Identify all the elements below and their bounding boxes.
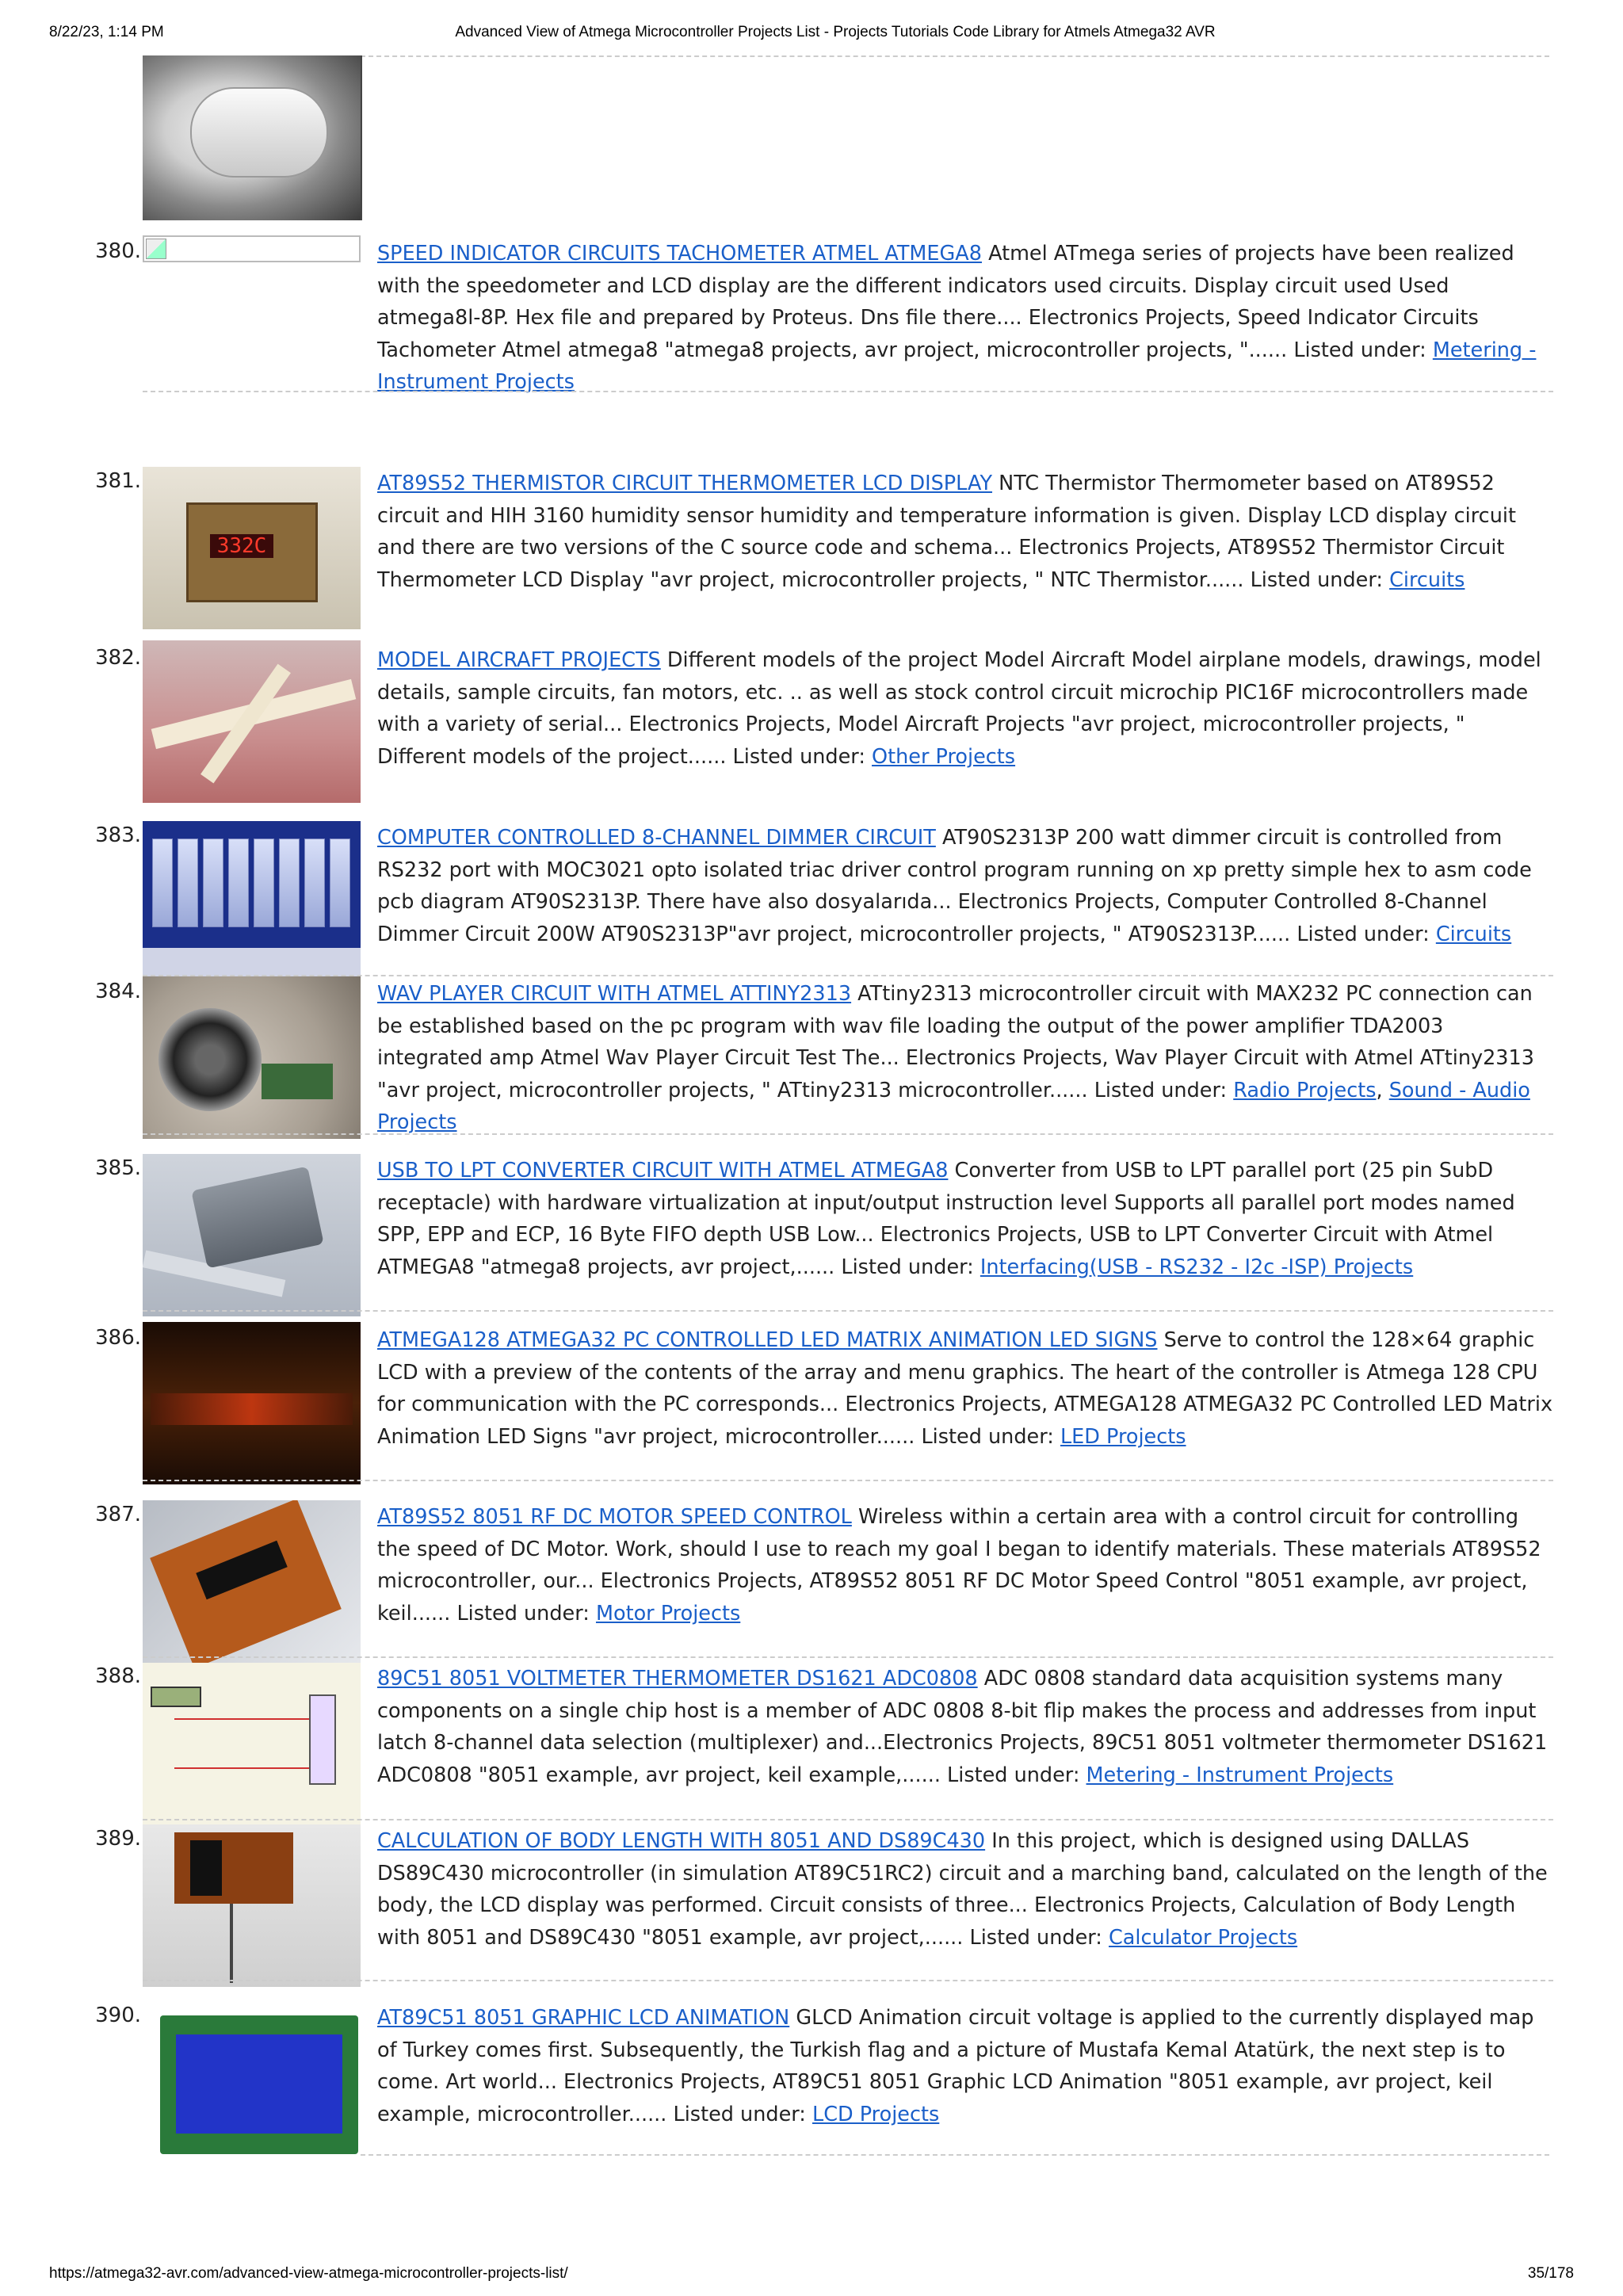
item-description xyxy=(377,1825,1553,1954)
item-description xyxy=(377,238,1553,399)
project-thumbnail[interactable] xyxy=(143,821,361,984)
project-summary: In this project, which is designed using DALLAS DS89C430 microcontroller (in simulation AT89C51RC2) circuit and a marching band, calculated on the length of the body, the LCD display was performed. Circuit consists of three... Electronics Projects, Calculation of Body Length with 8051 and DS89C430 "8051 example, avr project,...... xyxy=(377,1829,1548,1950)
category-link[interactable]: Metering - Instrument Projects xyxy=(1086,1763,1394,1787)
project-thumbnail[interactable] xyxy=(143,2001,361,2164)
project-summary: Serve to control the 128×64 graphic LCD with a preview of the contents of the array and menu graphics. The heart of the controller is Atmega 128 CPU for communication with the PC corresponds... Electronics Projects, ATMEGA128 ATMEGA32 PC Controlled LED Matrix Animation LED Signs "avr project, microcontroller...... xyxy=(377,1328,1553,1449)
project-summary: ADC 0808 standard data acquisition systems many components on a single chip host is a member of ADC 0808 8-bit flip makes the process and addresses from input latch 8-channel data selection (multiplexer) and...Electronics Projects, 89C51 8051 voltmeter thermometer DS1621 ADC0808 "8051 example, avr project, keil example,...... xyxy=(377,1667,1548,1787)
project-thumbnail[interactable] xyxy=(143,640,361,803)
category-link[interactable]: Circuits xyxy=(1435,922,1512,946)
print-url: https://atmega32-avr.com/advanced-view-atmega-microcontroller-projects-list/ xyxy=(49,2265,568,2282)
listed-under-label: Listed under: xyxy=(673,2102,812,2126)
listed-under-label: Listed under: xyxy=(969,1925,1109,1950)
category-link[interactable]: Circuits xyxy=(1389,567,1465,592)
item-description xyxy=(377,1324,1553,1453)
item-number: 381. xyxy=(95,469,141,493)
item-number: 386. xyxy=(95,1326,141,1350)
listed-under-label: Listed under: xyxy=(1094,1078,1234,1102)
project-thumbnail[interactable] xyxy=(143,1154,361,1316)
divider xyxy=(143,1980,1553,1981)
print-header xyxy=(49,24,1574,48)
item-description xyxy=(377,644,1553,773)
item-description xyxy=(377,822,1553,950)
listed-under-label: Listed under: xyxy=(732,744,873,769)
project-summary: Converter from USB to LPT parallel port (25 pin SubD receptacle) with hardware virtualization at input/output instruction level Supports all parallel port modes named SPP, EPP and ECP, 16 Byte FIFO depth USB Low... Electronics Projects, USB to LPT Converter Circuit with Atmel ATMEGA8 "atmega8 projects, avr project,...... xyxy=(377,1159,1515,1279)
project-thumbnail[interactable] xyxy=(143,1500,361,1663)
item-number: 384. xyxy=(95,980,141,1003)
project-summary: Atmel ATmega series of projects have been realized with the speedometer and LCD display are the different indicators used circuits. Display circuit used Used atmega8l-8P. Hex file and prepared by Proteus. Dns file there.... Electronics Projects, Speed Indicator Circuits Tachometer Atmel atmega8 "atmega8 projects, avr project, microcontroller projects, "...... xyxy=(377,242,1514,362)
item-description xyxy=(377,1501,1553,1629)
category-link[interactable]: LCD Projects xyxy=(812,2102,940,2126)
category-link[interactable]: Radio Projects xyxy=(1233,1078,1377,1102)
item-number: 389. xyxy=(95,1827,141,1851)
listed-under-label: Listed under: xyxy=(456,1601,596,1626)
led-display-readout: 332C xyxy=(210,534,273,558)
item-description xyxy=(377,1155,1553,1283)
listed-under-label: Listed under: xyxy=(1250,567,1390,592)
item-description xyxy=(377,468,1553,596)
category-link[interactable]: Interfacing(USB - RS232 - I2c -ISP) Projects xyxy=(980,1255,1414,1279)
project-summary: Different models of the project Model Aircraft Model airplane models, drawings, model details, sample circuits, fan motors, etc. .. as well as stock control circuit microchip PIC16F microcontrollers made with a variety of serial... Electronics Projects, Model Aircraft Projects "avr project, microcontroller projects, " Different models of the project...... xyxy=(377,648,1541,769)
project-title-link[interactable]: AT89C51 8051 GRAPHIC LCD ANIMATION xyxy=(377,2006,790,2030)
category-link[interactable]: Other Projects xyxy=(872,744,1016,769)
category-link[interactable]: Motor Projects xyxy=(595,1601,741,1626)
project-title-link[interactable]: SPEED INDICATOR CIRCUITS TACHOMETER ATMEL ATMEGA8 xyxy=(377,242,982,266)
broken-image-icon[interactable] xyxy=(143,235,361,262)
print-page-number: 35/178 xyxy=(1527,2265,1574,2282)
divider xyxy=(143,1819,1553,1820)
project-title-link[interactable]: COMPUTER CONTROLLED 8-CHANNEL DIMMER CIRCUIT xyxy=(377,826,936,850)
divider xyxy=(143,391,1553,392)
item-description xyxy=(377,2002,1553,2130)
listed-under-label: Listed under: xyxy=(841,1255,980,1279)
item-number: 387. xyxy=(95,1503,141,1526)
project-summary: Wireless within a certain area with a control circuit for controlling the speed of DC Motor. Work, should I use to reach my goal I began to identify materials. These materials AT89S52 microcontroller, our... Electronics Projects, AT89S52 8051 RF DC Motor Speed Control "8051 example, avr project, keil...... xyxy=(377,1505,1541,1626)
listed-under-label: Listed under: xyxy=(1296,922,1436,946)
project-thumbnail[interactable] xyxy=(143,467,361,629)
divider xyxy=(143,1310,1553,1312)
project-thumbnail[interactable] xyxy=(143,1663,361,1825)
print-footer xyxy=(49,2265,1574,2289)
project-title-link[interactable]: USB TO LPT CONVERTER CIRCUIT WITH ATMEL ATMEGA8 xyxy=(377,1159,949,1182)
print-date: 8/22/23, 1:14 PM xyxy=(49,24,164,40)
project-title-link[interactable]: AT89S52 THERMISTOR CIRCUIT THERMOMETER LCD DISPLAY xyxy=(377,472,993,495)
divider xyxy=(361,2154,1549,2156)
category-link[interactable]: Metering - Instrument Projects xyxy=(377,338,1537,394)
project-title-link[interactable]: WAV PLAYER CIRCUIT WITH ATMEL ATTINY2313 xyxy=(377,982,852,1006)
divider xyxy=(143,1133,1553,1135)
item-number: 385. xyxy=(95,1156,141,1180)
project-summary: NTC Thermistor Thermometer based on AT89S52 circuit and HIH 3160 humidity sensor humidity and temperature information is given. Display LCD display circuit and there are two versions of the C source code and schema... Electronics Projects, AT89S52 Thermistor Circuit Thermometer LCD Display "avr project, microcontroller projects, " NTC Thermistor...... xyxy=(377,472,1516,592)
item-number: 383. xyxy=(95,823,141,847)
category-link[interactable]: LED Projects xyxy=(1060,1424,1186,1449)
item-number: 388. xyxy=(95,1664,141,1688)
project-thumbnail[interactable] xyxy=(143,1824,361,1987)
category-link[interactable]: Sound - Audio Projects xyxy=(377,1078,1530,1134)
listed-under-label: Listed under: xyxy=(1293,338,1433,362)
project-title-link[interactable]: AT89S52 8051 RF DC MOTOR SPEED CONTROL xyxy=(377,1505,852,1529)
category-link[interactable]: Calculator Projects xyxy=(1109,1925,1298,1950)
listed-under-label: Listed under: xyxy=(947,1763,1086,1787)
item-description: WAV PLAYER CIRCUIT WITH ATMEL ATTINY2313 ATtiny2313 microcontroller circuit with MAX232 PC connection can be established based on the pc program with wav file loading the output of the power amplifier TDA2003 integrated amp Atmel Wav Player Circuit Test The... Electronics Projects, Wav Player Circuit with Atmel ATtiny2313 "avr project, microcontroller projects, " ATtiny2313 microcontroller...... Listed under: Radio Projects, Sound - Audio Projects xyxy=(377,982,1534,1134)
project-title-link[interactable]: ATMEGA128 ATMEGA32 PC CONTROLLED LED MATRIX ANIMATION LED SIGNS xyxy=(377,1328,1158,1352)
project-summary: AT90S2313P 200 watt dimmer circuit is controlled from RS232 port with MOC3021 opto isolated triac driver control program running on xp pretty simple hex to asm code pcb diagram AT90S2313P. There have also dosyalarıda... Electronics Projects, Computer Controlled 8-Channel Dimmer Circuit 200W AT90S2313P"avr project, microcontroller projects, " AT90S2313P...... xyxy=(377,826,1532,946)
item-number: 390. xyxy=(95,2004,141,2027)
divider xyxy=(143,1656,1553,1658)
divider xyxy=(361,55,1549,57)
project-title-link[interactable]: CALCULATION OF BODY LENGTH WITH 8051 AND DS89C430 xyxy=(377,1829,986,1853)
divider xyxy=(143,1480,1553,1481)
item-number: 382. xyxy=(95,646,141,670)
project-summary: GLCD Animation circuit voltage is applied to the currently displayed map of Turkey comes first. Subsequently, the Turkish flag and a picture of Mustafa Kemal Atatürk, the next step is to come. Art world... Electronics Projects, AT89C51 8051 Graphic LCD Animation "8051 example, avr project, keil example, microcontroller...... xyxy=(377,2006,1534,2126)
project-thumbnail[interactable] xyxy=(143,55,362,220)
project-title-link[interactable]: 89C51 8051 VOLTMETER THERMOMETER DS1621 ADC0808 xyxy=(377,1667,978,1690)
project-thumbnail[interactable] xyxy=(143,1322,361,1484)
project-title-link[interactable]: MODEL AIRCRAFT PROJECTS xyxy=(377,648,661,672)
print-page-title: Advanced View of Atmega Microcontroller Projects List - Projects Tutorials Code Library for Atmels Atmega32 AVR xyxy=(455,24,1216,40)
project-thumbnail[interactable] xyxy=(143,976,361,1139)
project-summary: ATtiny2313 microcontroller circuit with MAX232 PC connection can be established based on the pc program with wav file loading the output of the power amplifier TDA2003 integrated amp Atmel Wav Player Circuit Test The... Electronics Projects, Wav Player Circuit with Atmel ATtiny2313 "avr project, microcontroller projects, " ATtiny2313 microcontroller...... xyxy=(377,982,1534,1102)
item-number: 380. xyxy=(95,239,141,263)
listed-under-label: Listed under: xyxy=(921,1424,1060,1449)
item-description xyxy=(377,1663,1553,1791)
